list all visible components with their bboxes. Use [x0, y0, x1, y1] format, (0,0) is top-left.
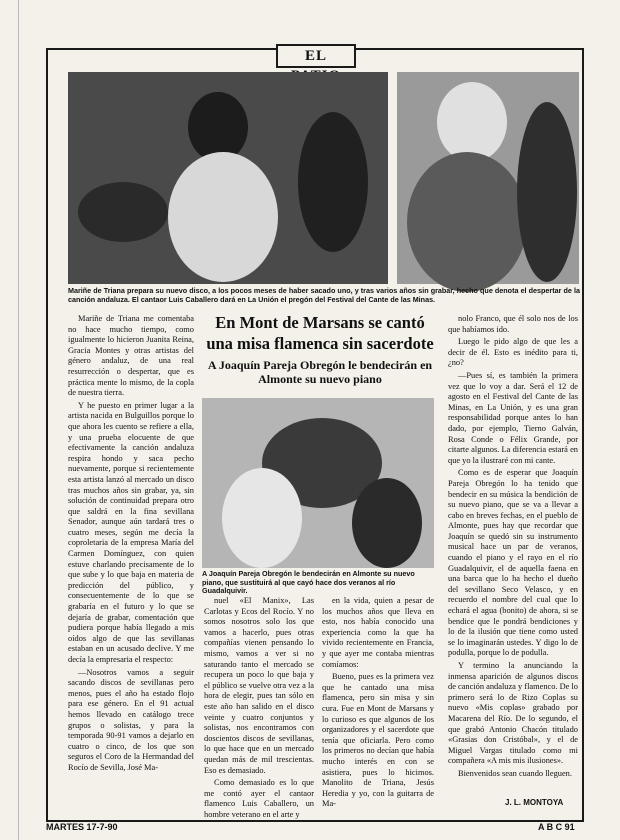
col2-paragraph: nuel «El Manix», Las Carlotas y Ecos del Rocío. Y no somos nosotros solo los que vamos a hacerlo, pues otras compañías vienen pensando lo mismo, vamos a ver si no saturando tanto el mercado se recupera un poco lo que baja y el público se vuelve otra vez a la hora de elegir, pues tan sólo en este año han salido en el disco veinte y cuatro conjuntos y solistas, nos encontramos con doscientos discos de sevillanas, lo que hace que en un mercado quedan más de mil trescientas. Eso es demasiado. [204, 596, 314, 775]
column-2 [204, 596, 314, 819]
footer-page-number: A B C 91 [538, 822, 575, 832]
col4-paragraph: Bienvenidos sean cuando lleguen. [458, 768, 572, 778]
column-1 [68, 314, 194, 810]
article-subhead: A Joaquín Pareja Obregón le bendecirán en Almonte su nuevo piano [207, 358, 433, 386]
photo-joaquin-pareja-obregon [202, 398, 434, 568]
col3-paragraph: en la vida, quien a pesar de los muchos años que lleva en esto, nos había conocido una experiencia como la que ha vivido recientemente en Francia, y que ayer me contaba mientras comíamos: [322, 596, 434, 669]
col1-paragraph: —Nosotros vamos a seguir sacando discos de sevillanas pero menos, pues el año ha estado flojo para ese género. En el 91 actual hemos llevado en catálogo trece grupos o solistas, y para la temporada 90-91 vamos a dejarlo en cuatro o cinco, de los que son seguros el Coro de la Hermandad del Rocío de Sevilla, José Ma- [68, 667, 194, 772]
byline: J. L. MONTOYA [505, 798, 564, 807]
footer-date: MARTES 17-7-90 [46, 822, 118, 832]
page-binding-edge [0, 0, 19, 840]
col4-paragraph: nolo Franco, que él solo nos de los que habíamos ido. [448, 314, 578, 334]
caption-top: Mariñe de Triana prepara su nuevo disco, a los pocos meses de haber sacado uno, y tras varios años sin grabar, hecho que denota el despertar de la canción andaluza. El cantaor Luis Caballero dará en La Unión el pregón del Festival del Cante de las Minas. [68, 286, 580, 304]
col4-paragraph: Y termino la anunciando la inmensa aparición de algunos discos de canción andaluza y flamenco. De lo primero será lo de Rizo Coplas su nuevo «Mis coplas» grabado por Macarena del Río. De lo segundo, el que grabó Antonio Chacón titulado «Grasias don Cristóbal», y el de Miguel Vargas titulado como mi compañera «A mis mis ilusiones». [448, 661, 578, 766]
section-title: EL [276, 44, 356, 68]
col1-paragraph: Y he puesto en primer lugar a la artista nacida en Bulguillos porque lo que ahora les cuento se refiere a ella, y una prueba elocuente de que efectivamente la canción andaluza respira hondo y saca pecho nuevamente, porque si recientemente esta artista lanzó al mercado un disco tras muchos años sin grabar, ya, sin solución de continuidad prepara otro que saldrá en la fina sevillana Senador, aunque aún tardará tres o cuatro meses, según me decía la coproletaria de la empresa María del Carmen Domínguez, con quien estuve charlando precisamente de lo que sube y lo que baja en materia de predicción del público, y consecuentemente de lo que se grabaría en el futuro y lo que se dejaría de grabar, comentación que pudiera porque había llegado a mis oídos algo de que las sevillanas estaban en un acusado declive. Y me decía la empresaria el respecto: [68, 400, 194, 664]
column-3 [322, 596, 434, 812]
col4-paragraph: Luego le pido algo de que les a decir de él. Esto es inédito para ti, ¿no? [448, 337, 578, 368]
col1-paragraph: Mariñe de Triana me comentaba no hace mucho tiempo, como igualmente lo hicieron Juanita Reina, Gracia Montes y otras artistas del género andaluz, de una real resurrección o despertar, que es práctica mente lo mismo, de la copla de nuestra tierra. [68, 314, 194, 398]
article-headline: En Mont de Marsans se cantó una misa flamenca sin sacerdote [206, 313, 434, 353]
caption-middle: A Joaquín Pareja Obregón le bendecirán en Almonte su nuevo piano, que sustituirá al que cayó hace dos veranos al río Guadalquivir. [202, 569, 415, 596]
col4-paragraph: —Pues sí, es también la primera vez que lo voy a dar. Será el 12 de agosto en el Festival del Cante de las Minas, en La Unión, y es una gran responsabilidad porque antes lo han dado, por ejemplo, Tierno Galván, Rosa Conde o Félix Grande, por citarte algunos. La diferencia estará en que yo la ilustraré con mi cante. [448, 370, 578, 465]
col4-paragraph: Como es de esperar que Joaquín Pareja Obregón lo ha tenido que bendecir en su música la bendición de su nuevo piano, que se va a llevar a cabo en breves fechas, en el pueblo de Almonte, pues hay que recordar que Joaquín se quedó sin su instrumento musical hace un par de veranos, cuando el piano y el rayo en el río Guadalquivir, el de aquella faena en una barca que lo ha hecho el dueño del sevillano Seco Velasco, y en recuerdo el nombre del cual que lo echará el agua (bonito) de ahora, si se bendice que le pondrá bendiciones y lo de la ilusión que tiene como usted se lo imaginarán ustedes. Y digo lo de podulla, porque lo de podulla. [448, 468, 578, 658]
column-4 [448, 314, 578, 810]
photo-marine-de-triana [68, 72, 388, 284]
col2-paragraph: Como demasiado es lo que me contó ayer el cantaor flamenco Luis Caballero, un hombre veterano en el arte y [204, 778, 314, 819]
photo-luis-caballero [397, 72, 579, 284]
col3-paragraph: Bueno, pues es la primera vez que he cantado una misa flamenca, pero sin misa y sin cura. Fue en Mont de Marsans y lo curioso es que algunos de los organizadores y el sacerdote que tenía que oficiarla. Pero como los primeros no decían que había mucho interés en con se asistiera, pues lo hicimos. Manolito de Triana, Jesús Heredia y yo, con la guitarra de Ma- [322, 672, 434, 809]
